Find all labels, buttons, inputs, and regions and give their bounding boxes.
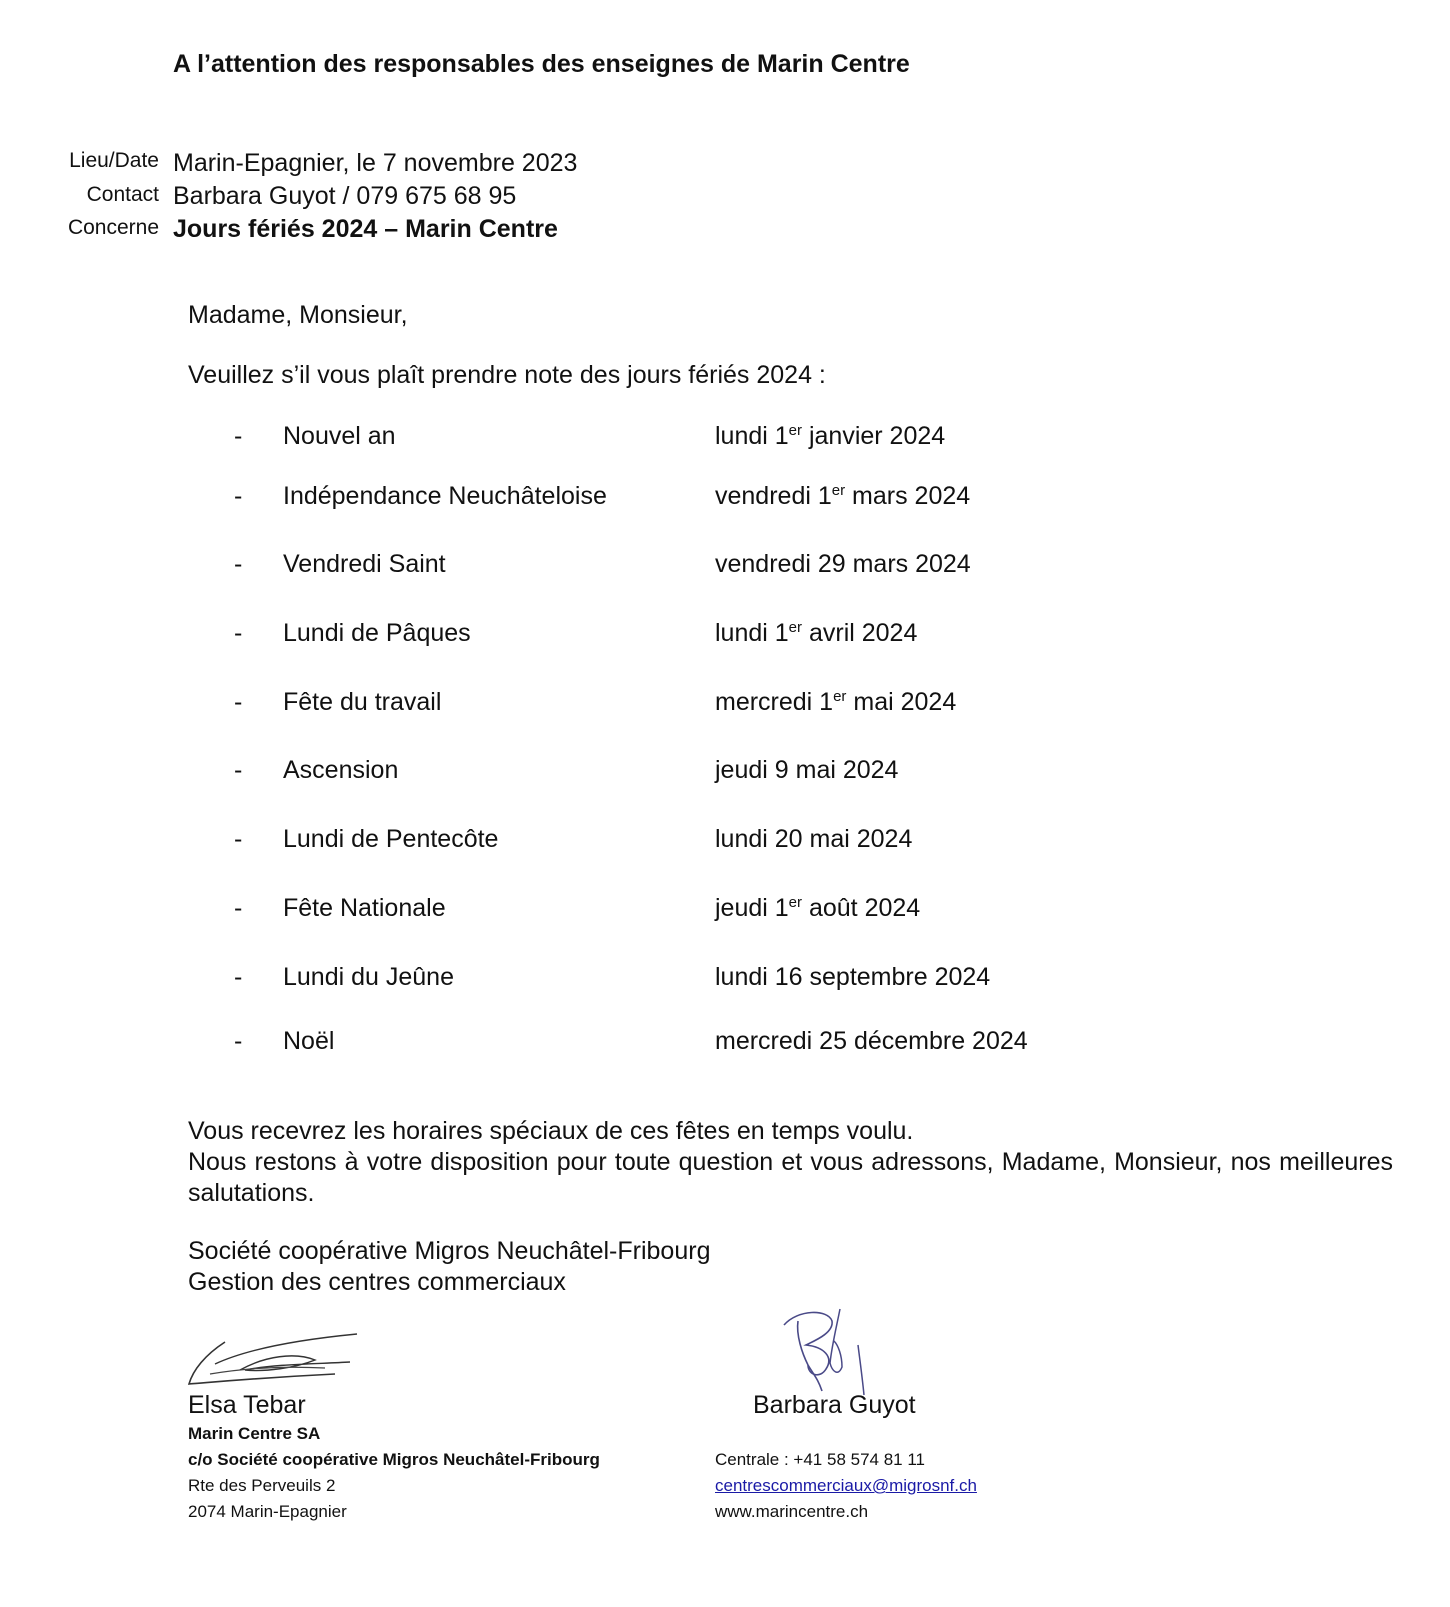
footer-street: Rte des Perveuils 2: [188, 1476, 336, 1495]
holiday-date: mercredi 25 décembre 2024: [715, 1027, 1028, 1055]
holiday-date: lundi 16 septembre 2024: [715, 963, 991, 991]
holiday-date: lundi 20 mai 2024: [715, 825, 913, 853]
bullet-dash: -: [234, 756, 243, 784]
bullet-dash: -: [234, 825, 243, 853]
bullet-dash: -: [234, 422, 243, 450]
holiday-name: Lundi du Jeûne: [283, 963, 454, 991]
organization-department: Gestion des centres commerciaux: [188, 1268, 566, 1296]
subject-value: Jours fériés 2024 – Marin Centre: [173, 215, 558, 243]
holiday-name: Fête du travail: [283, 688, 442, 716]
signer-right-name: Barbara Guyot: [753, 1391, 916, 1419]
organization-block: [188, 1236, 1393, 1298]
holiday-date: vendredi 1er mars 2024: [715, 482, 971, 510]
contact-label: Contact: [86, 183, 159, 206]
holiday-name: Ascension: [283, 756, 399, 784]
closing-line-2: Nous restons à votre disposition pour toute question et vous adressons, Madame, Monsieur, nos meilleures salutations.: [188, 1148, 1393, 1207]
contact-value: Barbara Guyot / 079 675 68 95: [173, 182, 517, 210]
holiday-date: mercredi 1er mai 2024: [715, 688, 957, 716]
bullet-dash: -: [234, 963, 243, 991]
closing-paragraph: [188, 1116, 1393, 1209]
signature-barbara-guyot: [778, 1305, 888, 1400]
bullet-dash: -: [234, 482, 243, 510]
footer-company: Marin Centre SA: [188, 1424, 321, 1443]
place-date-value: Marin-Epagnier, le 7 novembre 2023: [173, 149, 578, 177]
footer-website[interactable]: www.marincentre.ch: [715, 1502, 869, 1521]
holiday-date: jeudi 1er août 2024: [715, 894, 921, 922]
footer-address: [188, 1421, 600, 1525]
organization-name: Société coopérative Migros Neuchâtel-Fribourg: [188, 1237, 711, 1265]
holiday-name: Indépendance Neuchâteloise: [283, 482, 607, 510]
place-date-label: Lieu/Date: [69, 149, 159, 172]
holiday-name: Nouvel an: [283, 422, 396, 450]
holiday-date: lundi 1er janvier 2024: [715, 422, 946, 450]
bullet-dash: -: [234, 550, 243, 578]
footer-phone: Centrale : +41 58 574 81 11: [715, 1450, 925, 1469]
bullet-dash: -: [234, 619, 243, 647]
salutation: Madame, Monsieur,: [188, 301, 408, 329]
intro-text: Veuillez s’il vous plaît prendre note des jours fériés 2024 :: [188, 361, 826, 389]
holiday-date: vendredi 29 mars 2024: [715, 550, 971, 578]
bullet-dash: -: [234, 1027, 243, 1055]
footer-contact: [715, 1447, 977, 1525]
holiday-date: lundi 1er avril 2024: [715, 619, 918, 647]
holiday-name: Fête Nationale: [283, 894, 446, 922]
footer-email-link[interactable]: centrescommerciaux@migrosnf.ch: [715, 1476, 977, 1495]
letter-title: A l’attention des responsables des enseignes de Marin Centre: [173, 50, 910, 78]
holiday-date: jeudi 9 mai 2024: [715, 756, 899, 784]
closing-line-1: Vous recevrez les horaires spéciaux de ces fêtes en temps voulu.: [188, 1117, 914, 1145]
subject-label: Concerne: [67, 216, 159, 239]
holiday-name: Noël: [283, 1027, 335, 1055]
footer-company-co: c/o Société coopérative Migros Neuchâtel-Fribourg: [188, 1450, 600, 1469]
holiday-name: Vendredi Saint: [283, 550, 446, 578]
holiday-name: Lundi de Pâques: [283, 619, 471, 647]
bullet-dash: -: [234, 688, 243, 716]
signer-left-name: Elsa Tebar: [188, 1391, 306, 1419]
bullet-dash: -: [234, 894, 243, 922]
holiday-name: Lundi de Pentecôte: [283, 825, 499, 853]
signature-elsa-tebar: [185, 1330, 365, 1390]
footer-city: 2074 Marin-Epagnier: [188, 1502, 347, 1521]
